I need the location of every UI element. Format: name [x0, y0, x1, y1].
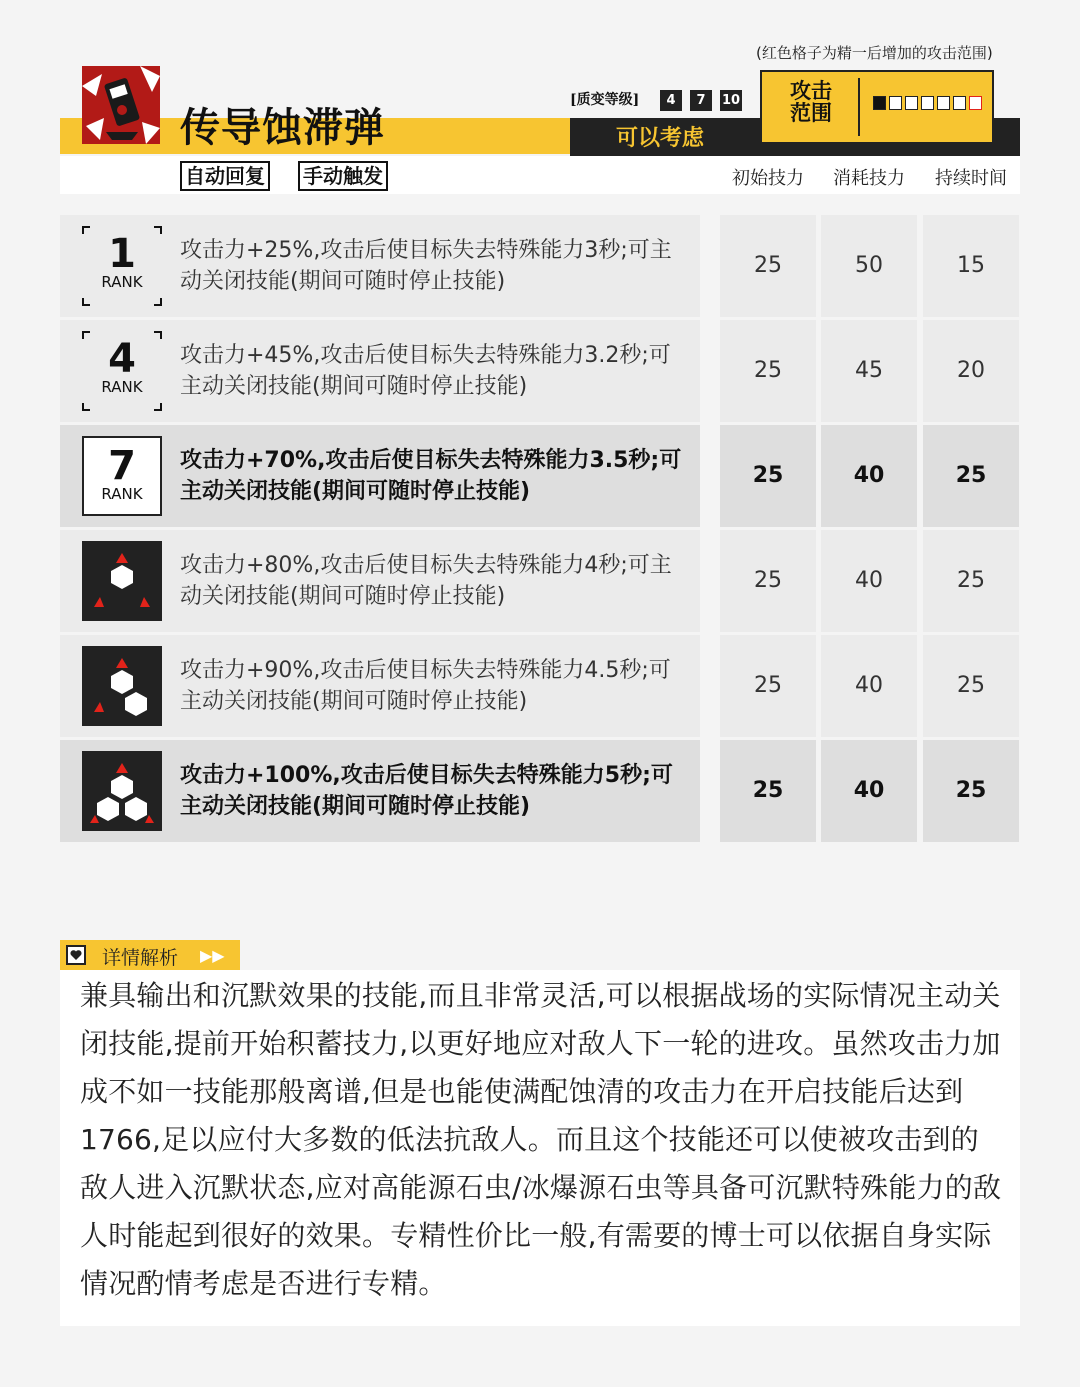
range-cell — [953, 96, 966, 110]
mastery-1-icon — [82, 541, 162, 621]
rank-badge-1 — [82, 226, 162, 306]
sp-cost-value: 40 — [855, 568, 883, 593]
rank-desc: 攻击力+45%,攻击后使目标失去特殊能力3.2秒;可主动关闭技能(期间可随时停止技能) — [180, 343, 671, 399]
recommend-rating: 可以考虑 — [616, 126, 705, 151]
initial-sp-value: 25 — [754, 568, 782, 593]
rank-word: RANK — [101, 378, 143, 396]
range-title-line1: 攻击 — [790, 79, 832, 103]
duration-value: 20 — [957, 358, 985, 383]
initial-sp-value: 25 — [754, 673, 782, 698]
skill-name: 传导蚀滞弹 — [180, 104, 385, 151]
range-cell — [937, 96, 950, 110]
rank-desc: 攻击力+25%,攻击后使目标失去特殊能力3秒;可主动关闭技能(期间可随时停止技能) — [180, 238, 672, 294]
sp-cost-value: 40 — [853, 778, 885, 803]
duration-value: 25 — [955, 778, 987, 803]
detail-label: 详情解析 — [102, 947, 179, 969]
skill-icon — [82, 66, 160, 144]
rank-desc: 攻击力+70%,攻击后使目标失去特殊能力3.5秒;可主动关闭技能(期间可随时停止技能) — [180, 448, 682, 504]
rank-desc: 攻击力+100%,攻击后使目标失去特殊能力5秒;可主动关闭技能(期间可随时停止技能) — [180, 763, 673, 819]
col-head-duration: 持续时间 — [935, 168, 1007, 189]
range-note: (红色格子为精一后增加的攻击范围) — [756, 44, 993, 62]
range-cell — [905, 96, 918, 110]
recovery-type-tag: 自动回复 — [180, 161, 270, 191]
heart-icon — [66, 945, 86, 965]
grade-level-10: 10 — [720, 90, 742, 111]
attack-range-title — [786, 80, 836, 124]
mastery-3-icon — [82, 751, 162, 831]
duration-value: 25 — [957, 568, 985, 593]
col-head-sp-cost: 消耗技力 — [833, 168, 905, 189]
rank-word: RANK — [101, 273, 143, 291]
rank-desc: 攻击力+90%,攻击后使目标失去特殊能力4.5秒;可主动关闭技能(期间可随时停止技能) — [180, 658, 671, 714]
attack-range-grid — [873, 96, 982, 110]
duration-value: 15 — [957, 253, 985, 278]
duration-value: 25 — [955, 463, 987, 488]
grade-level-7: 7 — [690, 90, 712, 111]
initial-sp-value: 25 — [752, 778, 784, 803]
rank-badge-7 — [82, 436, 162, 516]
initial-sp-value: 25 — [752, 463, 784, 488]
rank-number: 4 — [108, 336, 136, 382]
grade-label: [质变等级] — [570, 92, 640, 108]
grade-level-4: 4 — [660, 90, 682, 111]
trigger-type-tag: 手动触发 — [298, 161, 388, 191]
mastery-2-icon — [82, 646, 162, 726]
sp-cost-value: 45 — [855, 358, 883, 383]
sp-cost-value: 50 — [855, 253, 883, 278]
range-cell — [889, 96, 902, 110]
range-cell — [921, 96, 934, 110]
initial-sp-value: 25 — [754, 253, 782, 278]
range-divider — [858, 78, 860, 136]
rank-word: RANK — [101, 485, 143, 503]
sp-cost-value: 40 — [853, 463, 885, 488]
col-head-initial-sp: 初始技力 — [732, 168, 804, 189]
duration-value: 25 — [957, 673, 985, 698]
rank-desc: 攻击力+80%,攻击后使目标失去特殊能力4秒;可主动关闭技能(期间可随时停止技能) — [180, 553, 672, 609]
rank-badge-4 — [82, 331, 162, 411]
range-title-line2: 范围 — [790, 101, 832, 125]
range-cell-elite — [969, 96, 982, 110]
rank-number: 7 — [108, 443, 136, 489]
double-arrow-icon: ▶▶ — [200, 946, 225, 965]
range-cell-self — [873, 96, 886, 110]
sp-cost-value: 40 — [855, 673, 883, 698]
grade-label-text: 质变等级 — [576, 92, 633, 108]
initial-sp-value: 25 — [754, 358, 782, 383]
detail-text: 兼具输出和沉默效果的技能,而且非常灵活,可以根据战场的实际情况主动关闭技能,提前开始积蓄技力,以更好地应对敌人下一轮的进攻。虽然攻击力加成不如一技能那般离谱,但是也能使满配蚀清的攻击力在开启技能后达到1766,足以应付大多数的低法抗敌人。而且这个技能还可以使被攻击到的敌人进入沉默状态,应对高能源石虫/冰爆源石虫等具备可沉默特殊能力的敌人时能起到很好的效果。专精性价比一般,有需要的博士可以依据自身实际情况酌情考虑是否进行专精。 — [80, 979, 1002, 1300]
rank-number: 1 — [108, 231, 136, 277]
